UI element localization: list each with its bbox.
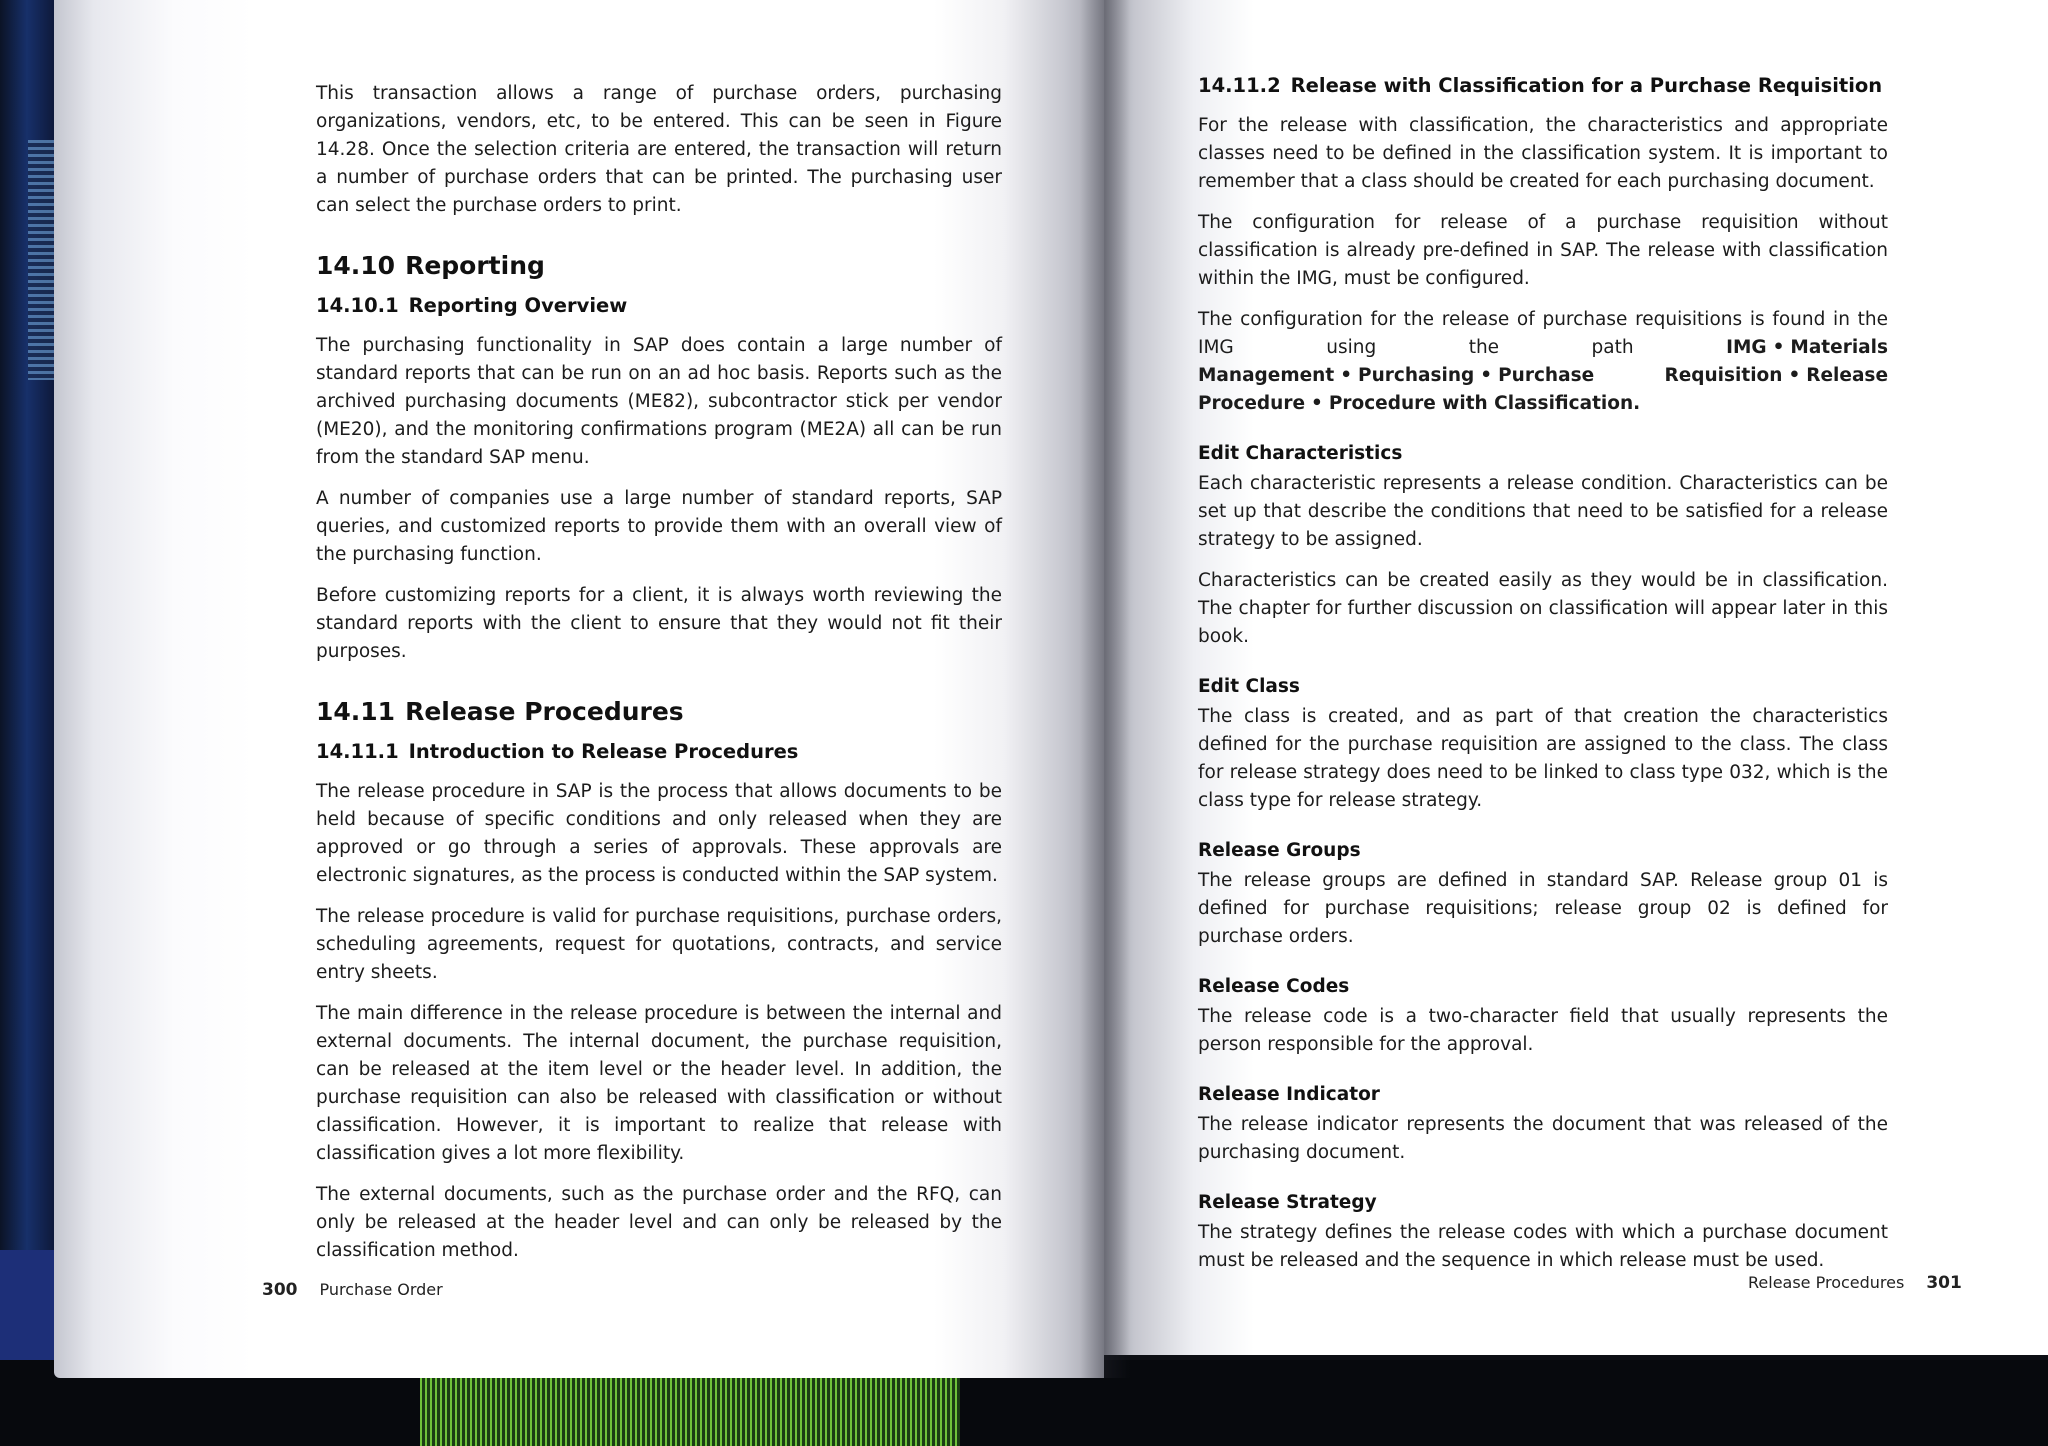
paragraph: The release procedure is valid for purchase requisitions, purchase orders, scheduling agreements, request for quotations, contracts, and service entry sheets. [316, 906, 1002, 983]
page-number: 300 [262, 1280, 298, 1300]
subsection-heading-introduction: 14.11.1 Introduction to Release Procedures [316, 740, 799, 763]
paragraph: A number of companies use a large number of standard reports, SAP queries, and customized reports to provide them with an overall view of the purchasing function. [316, 488, 1002, 565]
paragraph: Each characteristic represents a release condition. Characteristics can be set up that describe the conditions that need to be satisfied for a release strategy to be assigned. [1198, 473, 1888, 550]
paragraph: Before customizing reports for a client, it is always worth reviewing the standard reports with the client to ensure that they would not fit their purposes. [316, 585, 1002, 662]
right-page-footer [1748, 1273, 1962, 1293]
path-step: Materials Management [1198, 337, 1888, 386]
section-heading-release-procedures: 14.11 Release Procedures [316, 697, 684, 726]
scanner-stripes [28, 140, 56, 380]
heading-release-strategy: Release Strategy [1198, 1192, 1377, 1213]
scanner-green-stripes [420, 1372, 960, 1446]
paragraph: Characteristics can be created easily as they would be in classification. The chapter for further discussion on classification will appear later in this book. [1198, 570, 1888, 647]
paragraph: The release code is a two-character field that usually represents the person responsible for the approval. [1198, 1006, 1888, 1055]
page-number: 301 [1926, 1273, 1962, 1293]
heading-edit-class: Edit Class [1198, 676, 1300, 697]
section-heading-reporting: 14.10 Reporting [316, 251, 545, 280]
paragraph: The purchasing functionality in SAP does contain a large number of standard reports that can be run on an ad hoc basis. Reports such as the archived purchasing documents (ME82), subcontractor stick per vendor (ME20), and the monitoring confirmations program (ME2A) all can be run from the standard SAP menu. [316, 335, 1002, 468]
subsection-heading-reporting-overview: 14.10.1 Reporting Overview [316, 294, 628, 317]
paragraph: The configuration for release of a purchase requisition without classification is already pre-defined in SAP. The release with classification within the IMG, must be configured. [1198, 212, 1888, 289]
intro-paragraph: This transaction allows a range of purchase orders, purchasing organizations, vendors, etc, to be entered. This can be seen in Figure 14.28. Once the selection criteria are entered, the transaction will return a number of purchase orders that can be printed. The purchasing user can select the purchase orders to print. [316, 83, 1002, 216]
paragraph: The class is created, and as part of that creation the characteristics defined for the purchase requisition are assigned to the class. The class for release strategy does need to be linked to class type 032, which is the class type for release strategy. [1198, 706, 1888, 811]
paragraph: The release groups are defined in standard SAP. Release group 01 is defined for purchase requisitions; release group 02 is defined for purchase orders. [1198, 870, 1888, 947]
subsection-heading-release-classification: 14.11.2 Release with Classification for a Purchase Requisition [1198, 74, 1883, 97]
path-step: Release Procedure [1198, 365, 1888, 414]
running-footer: Release Procedures [1748, 1273, 1905, 1292]
paragraph: The main difference in the release procedure is between the internal and external documents. The internal document, the purchase requisition, can be released at the item level or the header level. In addition, the purchase requisition can also be released with classification or without classification. However, it is important to realize that release with classification gives a lot more flexibility. [316, 1003, 1002, 1164]
paragraph: The release procedure in SAP is the process that allows documents to be held because of specific conditions and only released when they are approved or go through a series of approvals. These approvals are electronic signatures, as the process is conducted within the SAP system. [316, 781, 1002, 886]
running-footer: Purchase Order [319, 1280, 443, 1299]
path-step: Procedure with Classification. [1328, 393, 1641, 414]
left-page-footer [262, 1280, 443, 1300]
paragraph: For the release with classification, the characteristics and appropriate classes need to be defined in the classification system. It is important to remember that a class should be created for each purchasing document. [1198, 115, 1888, 192]
path-step: Purchase Requisition [1498, 365, 1783, 386]
heading-release-indicator: Release Indicator [1198, 1084, 1380, 1105]
paragraph: The strategy defines the release codes with which a purchase document must be released and the sequence in which release must be used. [1198, 1222, 1888, 1271]
path-step: Purchasing [1358, 365, 1475, 386]
heading-release-groups: Release Groups [1198, 840, 1361, 861]
right-page-text [1198, 72, 1888, 1288]
heading-edit-characteristics: Edit Characteristics [1198, 443, 1403, 464]
paragraph: The external documents, such as the purchase order and the RFQ, can only be released at the header level and can only be released by the classification method. [316, 1184, 1002, 1261]
path-step: IMG [1726, 337, 1767, 358]
book-spine-shadow [1080, 0, 1130, 1378]
left-page-text [316, 80, 1002, 1278]
paragraph: The release indicator represents the document that was released of the purchasing document. [1198, 1114, 1888, 1163]
img-path-paragraph: The configuration for the release of purchase requisitions is found in the IMG using the path IMG • Materials Management • Purchasing • Purchase Requisition • Release Procedure • Procedure with Classification. [1198, 309, 1888, 414]
heading-release-codes: Release Codes [1198, 976, 1350, 997]
